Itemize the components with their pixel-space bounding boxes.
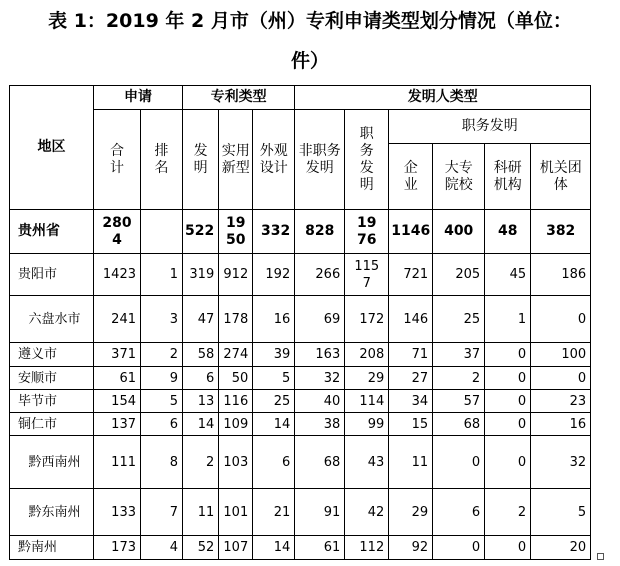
cell-design: 5	[253, 367, 295, 390]
table-title-line1: 表 1：2019 年 2 月市（州）专利申请类型划分情况（单位：	[48, 10, 572, 32]
header-total: 合计	[94, 110, 141, 210]
cell-rank: 7	[141, 489, 183, 536]
cell-enterprise: 92	[389, 536, 433, 560]
cell-design: 192	[253, 254, 295, 296]
cell-service: 29	[345, 367, 389, 390]
header-college: 大专院校	[433, 144, 485, 210]
cell-utility: 116	[219, 390, 253, 413]
cell-non-service: 828	[295, 210, 345, 254]
cell-agency: 100	[531, 343, 591, 367]
cell-enterprise: 1146	[389, 210, 433, 254]
cell-service: 99	[345, 413, 389, 436]
cell-college: 6	[433, 489, 485, 536]
cell-total: 2804	[94, 210, 141, 254]
cell-non-service: 163	[295, 343, 345, 367]
cell-total: 137	[94, 413, 141, 436]
cell-region: 黔南州	[10, 536, 94, 560]
cell-college: 0	[433, 436, 485, 489]
cell-total: 371	[94, 343, 141, 367]
table-row	[10, 254, 591, 296]
cell-non-service: 68	[295, 436, 345, 489]
cell-research: 45	[485, 254, 531, 296]
cell-rank: 6	[141, 413, 183, 436]
cell-invention: 58	[183, 343, 219, 367]
cell-service: 42	[345, 489, 389, 536]
cell-agency: 382	[531, 210, 591, 254]
cell-utility: 103	[219, 436, 253, 489]
cell-college: 68	[433, 413, 485, 436]
cell-region: 六盘水市	[10, 296, 94, 343]
cell-rank: 4	[141, 536, 183, 560]
cell-total: 1423	[94, 254, 141, 296]
cell-research: 2	[485, 489, 531, 536]
cell-agency: 186	[531, 254, 591, 296]
cell-agency: 16	[531, 413, 591, 436]
cell-college: 25	[433, 296, 485, 343]
table-title-line2: 件）	[290, 50, 329, 72]
cell-research: 0	[485, 413, 531, 436]
cell-design: 16	[253, 296, 295, 343]
cell-service: 1157	[345, 254, 389, 296]
cell-invention: 13	[183, 390, 219, 413]
cell-utility: 1950	[219, 210, 253, 254]
cell-design: 21	[253, 489, 295, 536]
cell-service: 43	[345, 436, 389, 489]
cell-design: 14	[253, 536, 295, 560]
cell-design: 332	[253, 210, 295, 254]
province-row	[10, 210, 591, 254]
table-row	[10, 367, 591, 390]
cell-enterprise: 27	[389, 367, 433, 390]
cell-research: 0	[485, 536, 531, 560]
table-row	[10, 536, 591, 560]
table-row	[10, 489, 591, 536]
cell-agency: 23	[531, 390, 591, 413]
cell-design: 39	[253, 343, 295, 367]
cell-non-service: 38	[295, 413, 345, 436]
header-region: 地区	[10, 86, 94, 210]
cell-region: 安顺市	[10, 367, 94, 390]
cell-agency: 5	[531, 489, 591, 536]
cell-utility: 109	[219, 413, 253, 436]
cell-enterprise: 29	[389, 489, 433, 536]
cell-utility: 101	[219, 489, 253, 536]
cell-invention: 11	[183, 489, 219, 536]
cell-college: 57	[433, 390, 485, 413]
cell-service: 1976	[345, 210, 389, 254]
cell-college: 2	[433, 367, 485, 390]
cell-utility: 50	[219, 367, 253, 390]
header-design: 外观设计	[253, 110, 295, 210]
cell-non-service: 32	[295, 367, 345, 390]
cell-region: 贵阳市	[10, 254, 94, 296]
cell-utility: 178	[219, 296, 253, 343]
cell-non-service: 61	[295, 536, 345, 560]
cell-service: 114	[345, 390, 389, 413]
cell-enterprise: 721	[389, 254, 433, 296]
cell-agency: 32	[531, 436, 591, 489]
header-research: 科研机构	[485, 144, 531, 210]
cell-total: 154	[94, 390, 141, 413]
header-utility: 实用新型	[219, 110, 253, 210]
cell-college: 37	[433, 343, 485, 367]
cell-invention: 319	[183, 254, 219, 296]
header-non-service: 非职务发明	[295, 110, 345, 210]
header-rank: 排名	[141, 110, 183, 210]
header-service-group: 职务发明	[389, 110, 591, 144]
table-row	[10, 343, 591, 367]
cell-invention: 522	[183, 210, 219, 254]
header-inventor-type: 发明人类型	[295, 86, 591, 110]
cell-college: 400	[433, 210, 485, 254]
cell-service: 172	[345, 296, 389, 343]
cell-design: 6	[253, 436, 295, 489]
cell-region: 黔西南州	[10, 436, 94, 489]
cell-invention: 52	[183, 536, 219, 560]
header-service: 职务发明	[345, 110, 389, 210]
cell-region: 毕节市	[10, 390, 94, 413]
cell-rank: 3	[141, 296, 183, 343]
cell-enterprise: 11	[389, 436, 433, 489]
cell-invention: 47	[183, 296, 219, 343]
patent-table	[9, 85, 591, 560]
table-row	[10, 296, 591, 343]
cell-college: 205	[433, 254, 485, 296]
header-invention: 发明	[183, 110, 219, 210]
table-row	[10, 413, 591, 436]
cell-rank: 9	[141, 367, 183, 390]
cell-rank: 2	[141, 343, 183, 367]
cell-college: 0	[433, 536, 485, 560]
cell-total: 133	[94, 489, 141, 536]
cell-rank: 8	[141, 436, 183, 489]
cell-non-service: 40	[295, 390, 345, 413]
cell-research: 0	[485, 390, 531, 413]
cell-enterprise: 146	[389, 296, 433, 343]
cell-invention: 2	[183, 436, 219, 489]
cell-total: 241	[94, 296, 141, 343]
cell-research: 48	[485, 210, 531, 254]
cell-service: 112	[345, 536, 389, 560]
cell-region: 贵州省	[10, 210, 94, 254]
cell-agency: 20	[531, 536, 591, 560]
cell-research: 0	[485, 343, 531, 367]
cell-utility: 912	[219, 254, 253, 296]
cell-research: 0	[485, 367, 531, 390]
header-enterprise: 企业	[389, 144, 433, 210]
cell-utility: 274	[219, 343, 253, 367]
cell-design: 25	[253, 390, 295, 413]
cell-design: 14	[253, 413, 295, 436]
cell-total: 61	[94, 367, 141, 390]
cell-non-service: 69	[295, 296, 345, 343]
cell-total: 111	[94, 436, 141, 489]
cell-region: 黔东南州	[10, 489, 94, 536]
cell-agency: 0	[531, 296, 591, 343]
header-application: 申请	[94, 86, 183, 110]
cell-region: 铜仁市	[10, 413, 94, 436]
cell-rank	[141, 210, 183, 254]
cell-enterprise: 15	[389, 413, 433, 436]
cell-invention: 6	[183, 367, 219, 390]
cell-non-service: 91	[295, 489, 345, 536]
cell-total: 173	[94, 536, 141, 560]
cell-enterprise: 34	[389, 390, 433, 413]
cell-rank: 5	[141, 390, 183, 413]
cell-research: 1	[485, 296, 531, 343]
cell-non-service: 266	[295, 254, 345, 296]
header-patent-type: 专利类型	[183, 86, 295, 110]
cell-agency: 0	[531, 367, 591, 390]
cell-rank: 1	[141, 254, 183, 296]
cell-invention: 14	[183, 413, 219, 436]
header-agency: 机关团体	[531, 144, 591, 210]
cell-utility: 107	[219, 536, 253, 560]
table-row	[10, 390, 591, 413]
cell-region: 遵义市	[10, 343, 94, 367]
cell-research: 0	[485, 436, 531, 489]
table-end-marker	[597, 553, 604, 560]
cell-service: 208	[345, 343, 389, 367]
table-row	[10, 436, 591, 489]
cell-enterprise: 71	[389, 343, 433, 367]
